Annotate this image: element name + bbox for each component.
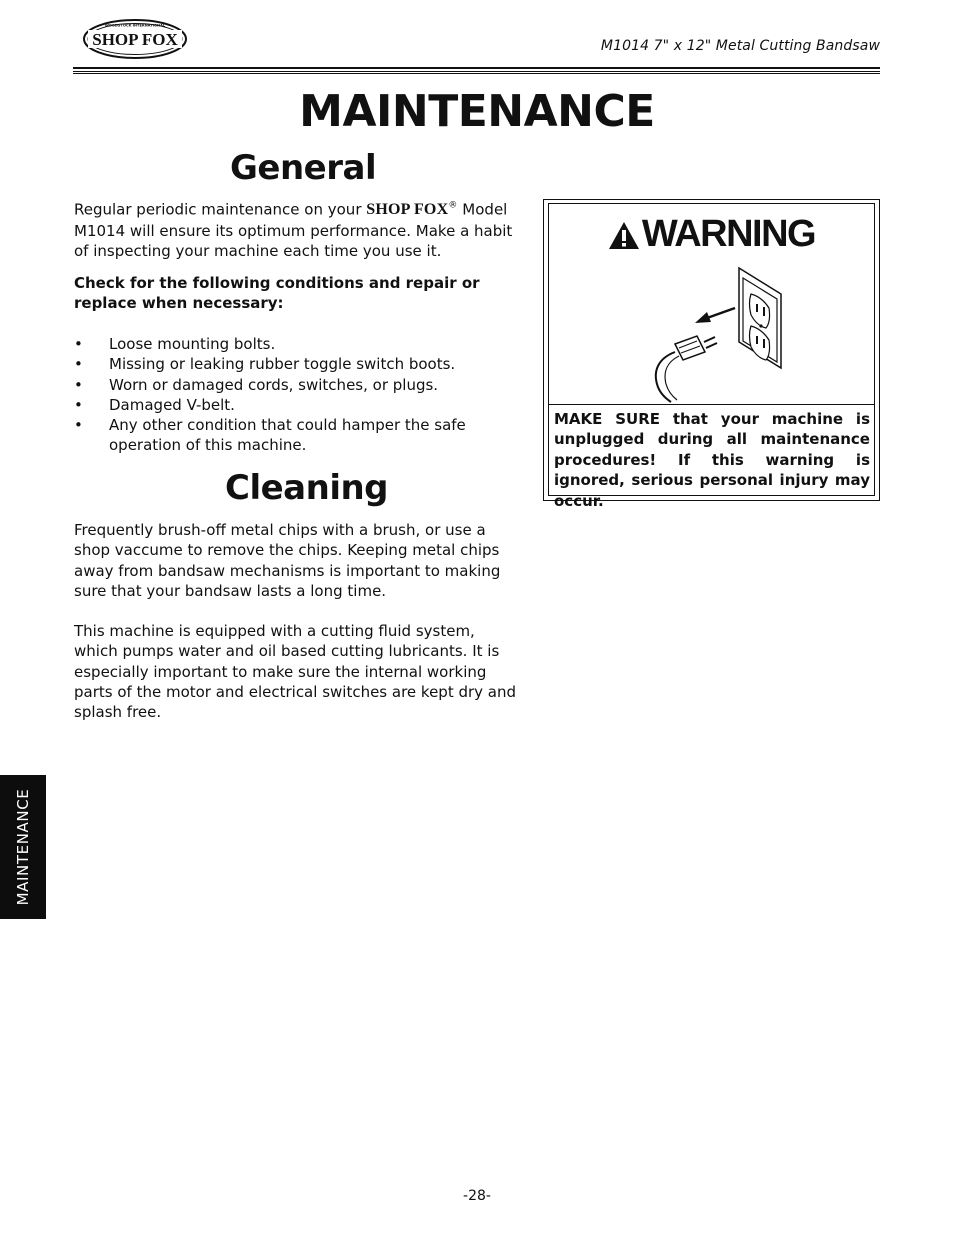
list-item <box>74 354 520 374</box>
shop-fox-logo <box>82 18 188 60</box>
cleaning-paragraph-2: This machine is equipped with a cutting fluid system, which pumps water and oil based cutting lubricants. It is especially important to make sure the internal working parts of the motor and electrical switches are kept dry and splash free. <box>74 622 517 722</box>
logo-text: SHOP FOX <box>92 30 178 49</box>
header-rule <box>73 73 880 74</box>
list-item-text: Damaged V-belt. <box>109 395 235 414</box>
cleaning-paragraph-1: Frequently brush-off metal chips with a brush, or use a shop vaccume to remove the chips. Keeping metal chips away from bandsaw mechanisms is important to making sure that your bandsaw lasts a long time. <box>74 521 501 600</box>
bullet: • <box>74 335 83 353</box>
cleaning-heading: Cleaning <box>225 468 389 508</box>
list-item-text: Missing or leaking rubber toggle switch boots. <box>109 355 456 374</box>
list-item <box>74 334 520 354</box>
brand-text: SHOP FOX <box>366 201 449 219</box>
page-number: -28- <box>463 1188 491 1204</box>
list-item <box>74 415 520 456</box>
bullet: • <box>74 375 83 394</box>
side-tab-label: MAINTENANCE <box>14 788 32 906</box>
bullet: • <box>74 416 83 435</box>
warning-box <box>543 199 880 510</box>
conditions-list <box>74 334 520 456</box>
header-rule <box>73 71 880 72</box>
brand-name <box>366 201 457 218</box>
list-item <box>74 375 520 395</box>
intro-text-end: Model M1014 will ensure its optimum performance. Make a habit of inspecting your machine each time you use it. <box>74 200 513 260</box>
warning-header <box>549 212 874 260</box>
list-item-text: Worn or damaged cords, switches, or plugs. <box>109 375 439 394</box>
bullet: • <box>74 355 83 374</box>
page-title: MAINTENANCE <box>299 86 655 137</box>
logo-small-text: WOODSTOCK INTERNATIONAL <box>104 23 166 28</box>
general-intro-paragraph <box>74 196 520 261</box>
list-item <box>74 395 520 415</box>
general-heading: General <box>230 148 377 188</box>
warning-heading: WARNING <box>641 213 816 255</box>
intro-text-start: Regular periodic maintenance on your <box>74 200 367 219</box>
document-title: M1014 7" x 12" Metal Cutting Bandsaw <box>600 38 880 54</box>
warning-divider <box>549 404 874 405</box>
warning-box-inner <box>548 203 875 510</box>
unplug-outlet-icon <box>649 264 789 408</box>
section-side-tab <box>0 775 46 919</box>
list-item-text: Any other condition that could hamper the safe operation of this machine. <box>109 416 466 455</box>
warning-triangle-icon <box>608 216 640 260</box>
header-rule <box>73 67 880 69</box>
bullet: • <box>74 395 83 414</box>
check-conditions-text: Check for the following conditions and repair or replace when necessary: <box>74 274 480 313</box>
registered-mark: ® <box>448 201 458 211</box>
warning-text: MAKE SURE that your machine is unplugged during all maintenance procedures! If this warning is ignored, serious personal injury may occur. <box>554 410 870 510</box>
list-item-text: Loose mounting bolts. <box>109 335 276 353</box>
